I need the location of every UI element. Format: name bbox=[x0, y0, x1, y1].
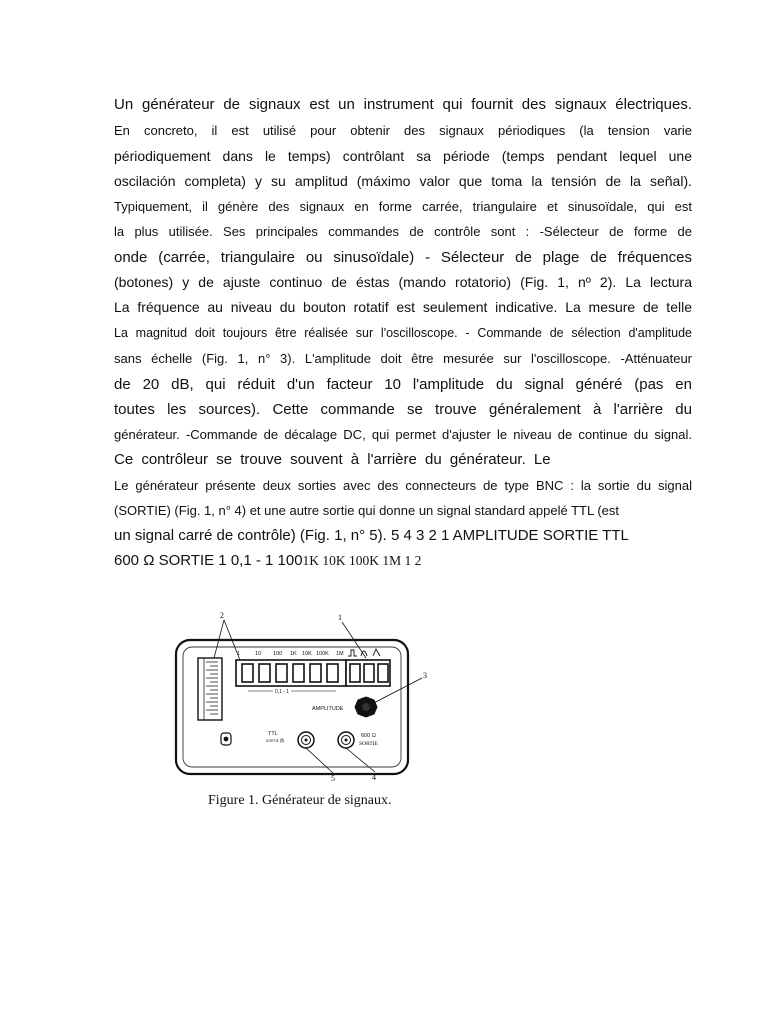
text-line: En concreto, il est utilisé pour obtenir des signaux périodiques (la tension varie bbox=[114, 123, 692, 138]
text-line: (SORTIE) (Fig. 1, n° 4) et une autre sortie qui donne un signal standard appelé TTL (est bbox=[114, 503, 620, 518]
range-scale-label: 0,1 - 1 bbox=[274, 689, 290, 695]
callout-4: 4 bbox=[372, 773, 376, 782]
text-line: sans échelle (Fig. 1, n° 3). L'amplitude doit être mesurée sur l'oscilloscope. -Atténuateur bbox=[114, 351, 692, 366]
ohm-label: 600 Ω bbox=[361, 733, 376, 739]
callout-3: 3 bbox=[423, 671, 427, 680]
range-button-10k[interactable] bbox=[310, 664, 321, 682]
range-button-100[interactable] bbox=[276, 664, 287, 682]
range-button-100k[interactable] bbox=[327, 664, 338, 682]
range-button-1[interactable] bbox=[242, 664, 253, 682]
range-button-1k[interactable] bbox=[293, 664, 304, 682]
text-line: Un générateur de signaux est un instrument qui fournit des signaux électriques. bbox=[114, 96, 692, 113]
callout-1: 1 bbox=[338, 613, 342, 622]
text-line: oscilación completa) y su amplitud (máximo valor que toma la tensión de la señal). bbox=[114, 173, 692, 189]
text-line: générateur. -Commande de décalage DC, qui permet d'ajuster le niveau de continue du signal. bbox=[114, 427, 692, 442]
range-label: 1K bbox=[290, 651, 297, 657]
amplitude-knob-center bbox=[362, 703, 370, 711]
range-label: 10K bbox=[302, 651, 312, 657]
document-body bbox=[114, 92, 692, 573]
text-line-last bbox=[114, 549, 692, 573]
range-label: 100 bbox=[273, 651, 283, 657]
text-line: onde (carrée, triangulaire ou sinusoïdale) - Sélecteur de plage de fréquences bbox=[114, 249, 692, 266]
range-label: 1 bbox=[237, 651, 241, 657]
text-line: toutes les sources). Cette commande se trouve généralement à l'arrière du bbox=[114, 401, 692, 418]
text-line: Typiquement, il génère des signaux en forme carrée, triangulaire et sinusoïdale, qui est bbox=[114, 199, 692, 214]
callout-2: 2 bbox=[220, 611, 224, 620]
text-line: Le générateur présente deux sorties avec des connecteurs de type BNC : la sortie du signal bbox=[114, 478, 692, 493]
figure-caption: Figure 1. Générateur de signaux. bbox=[208, 793, 392, 808]
sortie-bnc-pin bbox=[345, 739, 348, 742]
range-button-10[interactable] bbox=[259, 664, 270, 682]
text-line: La fréquence au niveau du bouton rotatif est seulement indicative. La mesure de telle bbox=[114, 299, 692, 315]
range-label: 100K bbox=[316, 651, 329, 657]
ttl-bnc-pin bbox=[305, 739, 308, 742]
waveform-button-triangle[interactable] bbox=[378, 664, 388, 682]
text-line: (botones) y de ajuste continuo de éstas (mando rotatorio) (Fig. 1, nº 2). La lectura bbox=[114, 274, 692, 290]
text-line-last-serif: 1K 10K 100K 1M 1 2 bbox=[302, 553, 422, 568]
power-switch-lever bbox=[224, 737, 229, 742]
text-line: la plus utilisée. Ses principales commandes de contrôle sont : -Sélecteur de forme de bbox=[114, 224, 692, 239]
text-line: Ce contrôleur se trouve souvent à l'arrière du générateur. Le bbox=[114, 451, 551, 468]
range-label: 10 bbox=[255, 651, 262, 657]
ttl-label: TTL bbox=[268, 731, 278, 737]
signal-generator-figure bbox=[170, 600, 430, 820]
signal-generator-drawing bbox=[170, 600, 430, 800]
ttl-sublabel: SORTIE bbox=[266, 739, 279, 743]
amplitude-label: AMPLITUDE bbox=[312, 706, 344, 712]
text-line: périodiquement dans le temps) contrôlant sa période (temps pendant lequel une bbox=[114, 148, 692, 164]
callout-5: 5 bbox=[331, 774, 335, 783]
text-line: La magnitud doit toujours être réalisée sur l'oscilloscope. - Commande de sélection d'amplitude bbox=[114, 326, 692, 340]
frequency-dial-scale bbox=[198, 658, 222, 720]
waveform-button-sine[interactable] bbox=[364, 664, 374, 682]
text-line: un signal carré de contrôle) (Fig. 1, n° 5). 5 4 3 2 1 AMPLITUDE SORTIE TTL bbox=[114, 527, 629, 544]
text-line: de 20 dB, qui réduit d'un facteur 10 l'amplitude du signal généré (pas en bbox=[114, 376, 692, 393]
sortie-label: SORTIE bbox=[359, 741, 378, 747]
waveform-button-square[interactable] bbox=[350, 664, 360, 682]
range-label: 1M bbox=[336, 651, 344, 657]
text-line-last-sans: 600 Ω SORTIE 1 0,1 - 1 100 bbox=[114, 552, 303, 569]
